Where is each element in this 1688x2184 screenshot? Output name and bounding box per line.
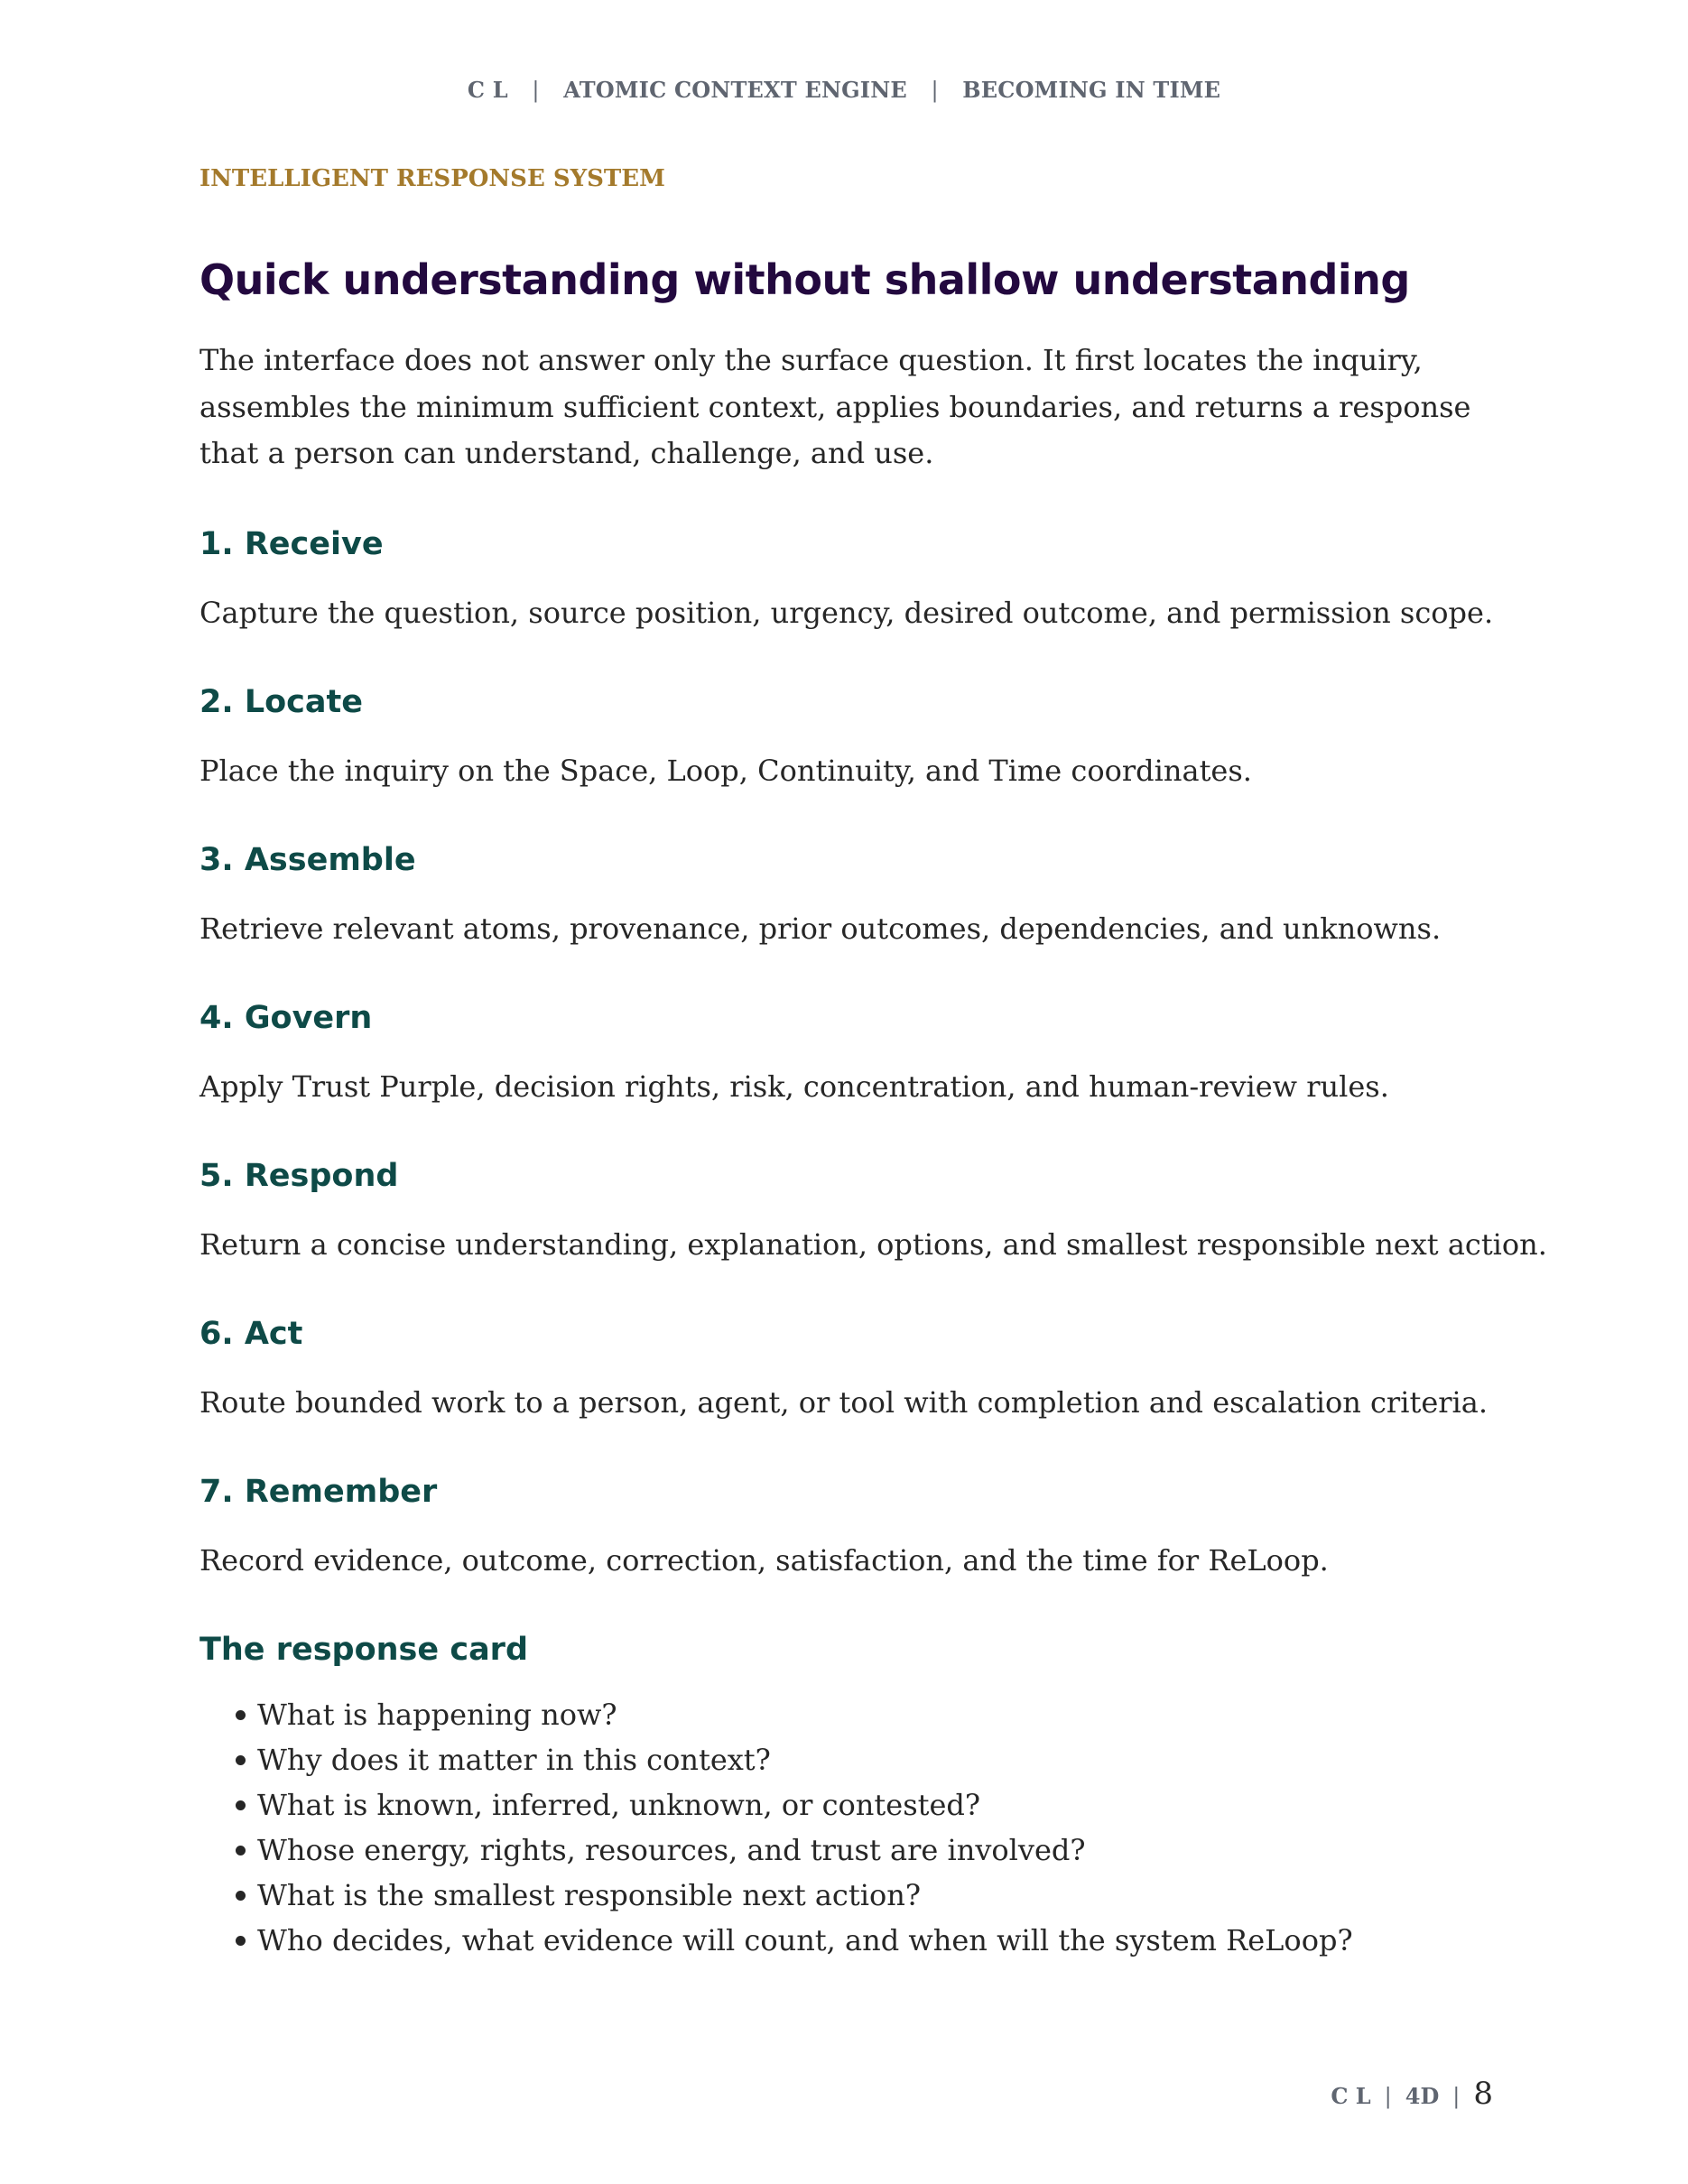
- header-separator: |: [532, 78, 540, 103]
- step-body: Retrieve relevant atoms, provenance, prior outcomes, dependencies, and unknowns.: [199, 912, 1442, 946]
- step-heading: 6. Act: [199, 1316, 303, 1352]
- step-remember: [199, 1471, 1499, 1629]
- list-item: [236, 1692, 1353, 1737]
- step-body: Record evidence, outcome, correction, satisfaction, and the time for ReLoop.: [199, 1543, 1329, 1578]
- intro-paragraph: The interface does not answer only the surface question. It first locates the inquiry, assembles the minimum sufficient context, applies boundaries, and returns a response that a person can understand, challenge, and use.: [199, 343, 1471, 470]
- step-body: Capture the question, source position, urgency, desired outcome, and permission scope.: [199, 596, 1494, 630]
- list-item: [236, 1828, 1353, 1873]
- list-item: [236, 1918, 1353, 1963]
- steps-list: [199, 523, 1547, 1629]
- list-item: [236, 1782, 1353, 1828]
- response-card-list: [199, 1692, 1353, 1963]
- footer-section: 4D: [1405, 2083, 1440, 2109]
- step-heading: 7. Remember: [199, 1474, 438, 1510]
- response-card-section: [199, 1629, 1353, 1963]
- bullet-icon: [236, 1800, 246, 1810]
- step-locate: [199, 681, 1499, 839]
- step-heading: 1. Receive: [199, 526, 384, 562]
- footer-separator: |: [1452, 2084, 1461, 2109]
- footer-separator: |: [1384, 2084, 1392, 2109]
- list-item-text: What is known, inferred, unknown, or contested?: [257, 1788, 981, 1822]
- header-section: ATOMIC CONTEXT ENGINE: [563, 77, 907, 103]
- list-item-text: What is the smallest responsible next action?: [257, 1878, 921, 1912]
- page-number: 8: [1473, 2076, 1493, 2112]
- header-chapter: BECOMING IN TIME: [962, 77, 1221, 103]
- page-title: Quick understanding without shallow understanding: [199, 255, 1410, 304]
- list-item-text: Who decides, what evidence will count, and when will the system ReLoop?: [257, 1923, 1353, 1957]
- step-heading: 4. Govern: [199, 1000, 373, 1036]
- page-content: [199, 162, 1547, 1957]
- step-assemble: [199, 839, 1499, 997]
- list-item-text: Why does it matter in this context?: [257, 1743, 771, 1777]
- running-footer: [1331, 2076, 1493, 2112]
- list-item-text: What is happening now?: [257, 1698, 617, 1732]
- bullet-icon: [236, 1755, 246, 1765]
- section-eyebrow: INTELLIGENT RESPONSE SYSTEM: [199, 165, 665, 192]
- step-act: [199, 1313, 1499, 1471]
- step-heading: 3. Assemble: [199, 842, 416, 878]
- step-heading: 2. Locate: [199, 684, 364, 720]
- bullet-icon: [236, 1891, 246, 1901]
- bullet-icon: [236, 1936, 246, 1946]
- list-item: [236, 1873, 1353, 1918]
- step-body: Return a concise understanding, explanation, options, and smallest responsible next action.: [199, 1227, 1547, 1262]
- bullet-icon: [236, 1710, 246, 1720]
- step-body: Apply Trust Purple, decision rights, risk, concentration, and human-review rules.: [199, 1069, 1389, 1104]
- step-receive: [199, 523, 1499, 681]
- list-item-text: Whose energy, rights, resources, and trust are involved?: [257, 1833, 1086, 1867]
- step-respond: [199, 1155, 1547, 1313]
- response-card-heading: The response card: [199, 1632, 528, 1668]
- list-item: [236, 1737, 1353, 1782]
- footer-brand: C L: [1331, 2083, 1371, 2109]
- step-body: Route bounded work to a person, agent, or tool with completion and escalation criteria.: [199, 1385, 1489, 1420]
- bullet-icon: [236, 1846, 246, 1855]
- step-govern: [199, 997, 1499, 1155]
- header-separator: |: [931, 78, 939, 103]
- step-heading: 5. Respond: [199, 1158, 399, 1194]
- header-brand: C L: [467, 77, 508, 103]
- running-header: [0, 77, 1688, 103]
- step-body: Place the inquiry on the Space, Loop, Continuity, and Time coordinates.: [199, 754, 1252, 788]
